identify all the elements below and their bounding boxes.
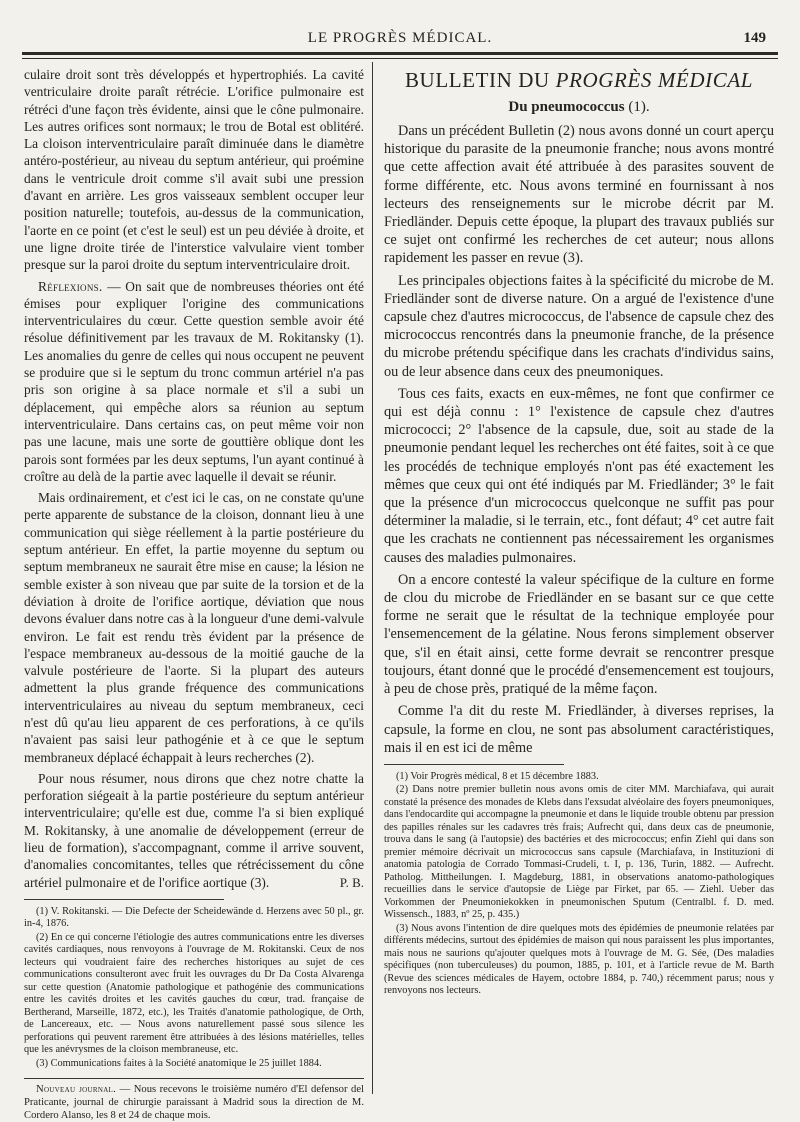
body-paragraph: Comme l'a dit du reste M. Friedländer, à diverses reprises, la capsule, la forme en clou, ne sont pas absolument caractéristiques, mais il en est ici de même — [384, 703, 774, 756]
reflexions-label: Réflexions. — [38, 278, 103, 294]
right-body — [384, 122, 774, 757]
article-title-text: Du pneumococcus — [508, 99, 625, 115]
footnote: (3) Nous avons l'intention de dire quelques mots des épidémies de pneumonie relatées par différents médecins, surtout des épidémies de maison qui nous paraissent les plus importantes, mais nous ne saurions qu'ajouter quelques mots à l'ouvrage de M. G. Sée, (Des maladies spécifiques (non tuberculeuses) du poumon, 1885, p. 101, et à l'article revue de M. Barth (Revue des sciences médicales de Hayem, octobre 1884, p. 740,) récemment parus; nous y renvoyons nos lecteurs. — [384, 922, 774, 997]
body-paragraph: Pour nous résumer, nous dirons que chez notre chatte la perforation siégeait à la partie postérieure du septum antérieur interventriculaire; qu'elle est due, comme l'a si bien expliqué M. Rokitansky, à une anomalie de développement (erreur de lieu de formation), s'accompagnant, comme il arrive souvent, d'anomalies concomitantes, telles que rétrécissement du cône artériel pulmonaire et de l'orifice aortique (3). — [24, 770, 364, 890]
footnote: (1) Voir Progrès médical, 8 et 15 décembre 1883. — [396, 770, 599, 782]
section-title — [384, 68, 774, 93]
footnote: (2) En ce qui concerne l'étiologie des autres communications entre les diverses cavités cardiaques, nous renvoyons à l'ouvrage de M. Rokitanski. Ceux de nos lecteurs qui voudraient faire des recherches historiques au sujet de ces communications consulteront avec fruit les ouvrages du Dr Da Costa Alvarenga sur cette question (Anatomie pathologique et pathogénie des communications entre les cavités droites et les cavités gauches du cœur, trad. française de Bertherand, Marseille, 1872, etc.), les Traités d'anatomie pathologique, de Orth, de Lancereaux, etc. — Nous avons naturellement passé sous silence les perforations qui peuvent rarement être attribuées à des lésions matérielles, telles que les anévrysmes de la cloison membraneuse, etc. — [24, 931, 364, 1056]
body-paragraph: Les principales objections faites à la spécificité du microbe de M. Friedländer sont de diverse nature. On a argué de l'existence d'une capsule chez d'autres micrococcus, de l'absence de capsule chez des micrococcus rencontrés dans la pneumonie franche, de la présence du microbe prétendu spécifique dans les crachats d'individus sains, ou de leur absence dans ceux des pneumoniques. — [384, 272, 774, 380]
left-column — [24, 66, 364, 1122]
right-column — [384, 66, 774, 998]
footnote: (2) Dans notre premier bulletin nous avons omis de citer MM. Marchiafava, qui aurait constaté la présence des monades de Klebs dans l'exsudat alvéolaire des foyers pneumoniques, dans l'endocardite qui accompagne la pneumonie et dans le liquide trouble obtenu par pression des papilles rénales sur les cadavres très frais; Aufrecht qui, dans deux cas de pneumonie, trouva dans le sang (à l'autopsie) des bactéries et des micrococcus; enfin Ziehl qui dans son premier mémoire décrivait un micrococcus sans capsule (Marchiafava, in Instituzioni di anatomia patologia de Corrado Tommasi-Crudeli, t. I, p. 136, Turin, 1882. — Aufrecht. Patholog. Mittheilungen. I. Magdeburg, 1881, in observations anatomo-pathologiques recueillies dans le service d'autopsie de Liège par Firket, par 65. — Ziehl. Ueber das Vorkommen der Pneumoniekokken in pneumonischen Sputum (Centralbl. f. D. med. Wissensch., 1883, nº 25, p. 435.) — [384, 784, 774, 921]
running-title: LE PROGRÈS MÉDICAL. — [307, 30, 493, 46]
column-divider — [372, 62, 373, 1094]
section-title-italic: PROGRÈS MÉDICAL — [555, 68, 754, 92]
body-paragraph: Dans un précédent Bulletin (2) nous avons donné un court aperçu historique du parasite de la pneumonie franche; nous avons montré que cette affection avait été attribuée à des parasites souvent de forme différente, etc. Nous avons terminé en fournissant à nos lecteurs des renseignements sur le microbe décrit par M. Friedländer. Depuis cette époque, la plupart des travaux publiés sur ce sujet ont confirmé les recherches de cet auteur; nous allons rapidement les passer en revue (3). — [384, 123, 774, 267]
footnote-rule — [384, 764, 564, 765]
header-rule-thick — [22, 52, 778, 55]
article-title — [384, 99, 774, 116]
footnote: (3) Communications faites à la Société anatomique le 25 juillet 1884. — [36, 1057, 322, 1069]
news-text: — Nous recevons le troisième numéro d'El defensor del Praticante, journal de chirurgie paraissant à Madrid sous la direction de M. Cordero Alanso, les 8 et 24 de chaque mois. — [24, 1084, 364, 1122]
body-paragraph: Mais ordinairement, et c'est ici le cas, on ne constate qu'une perte apparente de substance de la cloison, donnant lieu à une communication qui siège réellement à la partie postérieure du septum antérieur. En effet, la partie moyenne du septum ou septum membraneux ne saurait être mise en cause; la lésion ne semble exister à son niveau que par suite de la torsion et de la déviation à droite de l'orifice aortique, déviation que nous devons évaluer dans notre cas à la longueur d'une demi-valvule environ. Le fait est rendu très évident par la présence de l'espace membraneux au-dessous de la moitié gauche de la valvule postérieure de l'aorte. Si la plupart des auteurs admettent la plus grande fréquence des communications interventriculaires au niveau du septum membraneux, ceci n'est dû qu'au lieu apparent de ces perforations, à ce qu'ils n'avaient pas saisi leur pathogénie et à ce que le septum membraneux déplacé échappait à leurs recherches (2). — [24, 490, 364, 765]
page-number: 149 — [743, 30, 766, 46]
news-rule — [24, 1078, 364, 1079]
reflexions-text: — On sait que de nombreuses théories ont été émises pour expliquer l'origine des communications interventriculaires du cœur. Cette question semble avoir été résolue définitivement par les travaux de M. Rokitansky (1). Les anomalies du genre de celles qui nous occupent ne peuvent se produire que si le septum du tronc commun artériel n'a pas pris son origine à sa place normale et s'il a subi un déplacement, qui empêche alors sa réunion au septum interventriculaire. Dans certains cas, on peut même voir non pas une lacune, mais une sorte de gouttière oblique dont les parois sont formées par les deux septums, l'un ayant continué à croître au delà de la partie avec laquelle il devait se réunir. — [24, 278, 364, 484]
body-paragraph: On a encore contesté la valeur spécifique de la culture en forme de clou du microbe de Friedländer en se basant sur ce que cette forme ne serait que le résultat de la technique employée pour l'ensemencement de la gélatine. Nous ferons simplement observer que, s'il en était ainsi, cette forme devrait se rencontrer presque toujours, étant donné que le procédé d'ensemencement est toujours, à peu de chose près, pratiqué de la même façon. — [384, 571, 774, 698]
left-footnotes — [24, 906, 364, 1071]
footnote: (1) V. Rokitanski. — Die Defecte der Scheidewände d. Herzens avec 50 pl., gr. in-4, 1876. — [24, 905, 364, 930]
section-title-prefix: BULLETIN DU — [404, 68, 556, 92]
body-paragraph: Tous ces faits, exacts en eux-mêmes, ne font que confirmer ce qui est déjà connu : 1° l'existence de capsule chez d'autres micrococci; 2° l'absence de la capsule, due, soit au stade de la pneumonie pendant lequel les recherches ont été faites, soit à ce que les procédés de technique employés n'ont pas été exactement les mêmes que ceux qui ont été indiqués par M. Friedländer; 3° le fait que la présence d'un micrococcus quelconque ne suffit pas pour déterminer la maladie, si le terrain, etc., font défaut; 4° cet autre fait que les crachats ne contiennent pas nécessairement les organismes causes des maladies pulmonaires. — [384, 385, 774, 566]
right-footnotes — [384, 771, 774, 998]
left-body — [24, 66, 364, 891]
body-paragraph: culaire droit sont très développés et hypertrophiés. La cavité ventriculaire droite paraît rétrécie. L'orifice pulmonaire est rétréci d'une façon très évidente, ainsi que le cône pulmonaire. Les autres orifices sont normaux; le trou de Botal est oblitéré. La cloison interventriculaire paraît diminuée dans le diamètre antéro-postérieur, au niveau du septum antérieur, qui proémine dans le ventricule droit comme s'il avait subi une pression d'avant en arrière. Les gros vaisseaux semblent occuper leur position naturelle; toutefois, au-dessus de la communication, l'aorte en ce point (et c'est le seul) est un peu déviée à droite, et une ligne droite tirée de l'interstice valvulaire vient tomber presque sur la paroi droite du septum interventriculaire droit. — [24, 67, 364, 273]
header-rule-thin — [22, 58, 778, 59]
reflexions-paragraph — [24, 278, 364, 486]
news-label: Nouveau journal. — [36, 1084, 117, 1096]
news-item — [24, 1083, 364, 1122]
page-header — [20, 30, 780, 52]
article-title-ref: (1). — [628, 99, 650, 115]
author-signature: P. B. — [339, 874, 364, 890]
footnote-rule — [24, 899, 224, 900]
